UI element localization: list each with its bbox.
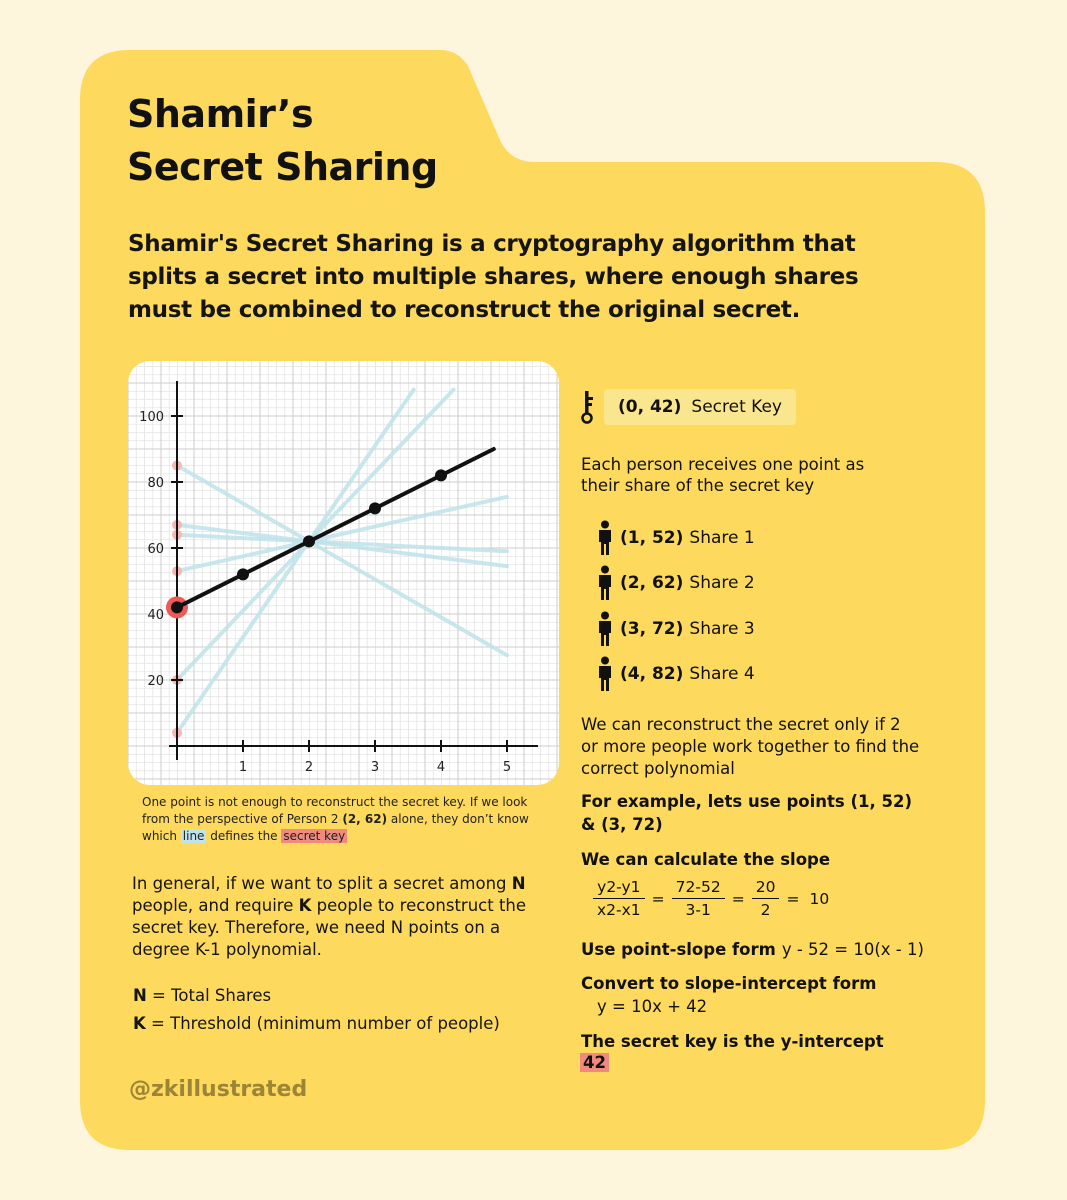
share-data-point: [171, 601, 183, 613]
caption-line-highlight: line: [182, 829, 205, 843]
secret-key-pill: [604, 389, 796, 425]
definition-text: = Threshold (minimum number of people): [145, 1014, 500, 1033]
caption-text-3: defines the: [206, 829, 282, 843]
general-k: K: [298, 896, 312, 915]
share-4: [596, 656, 755, 692]
example-heading: [581, 790, 912, 836]
author-handle: @zkillustrated: [129, 1077, 308, 1102]
slope-heading: We can calculate the slope: [581, 850, 831, 869]
point-slope-equation: y - 52 = 10(x - 1): [781, 940, 924, 959]
caption-text-1: One point is not enough to reconstruct the secret key. If we look from the perspective of Person 2: [142, 795, 528, 826]
slope-calculation: [588, 878, 829, 919]
share-2: [596, 565, 755, 601]
share-data-point: [237, 568, 249, 580]
general-n: N: [511, 874, 526, 893]
y-tick-label: 60: [147, 542, 164, 557]
definition-text: = Total Shares: [146, 986, 272, 1005]
example-line-1: For example, lets use points (1, 52): [581, 792, 912, 811]
equals-sign: =: [651, 889, 665, 908]
reconstruct-text: We can reconstruct the secret only if 2 or more people work together to find the correct polynomial: [581, 715, 920, 778]
definition-term: K: [133, 1014, 146, 1033]
fraction-denominator: 2: [760, 901, 771, 919]
intro-paragraph: Shamir's Secret Sharing is a cryptography algorithm that splits a secret into multiple shares, where enough shares must be combined to reconstruct the original secret.: [128, 231, 859, 323]
y-tick-label: 80: [147, 476, 164, 491]
person-icon: [596, 565, 614, 601]
definitions: [133, 982, 500, 1038]
fraction-denominator: 3-1: [685, 901, 711, 919]
x-tick-label: 2: [304, 760, 314, 775]
general-text-2: people, and require: [132, 896, 299, 915]
y-tick-label: 100: [139, 410, 164, 425]
fraction-values: [672, 878, 725, 919]
title-line-1: Shamir’s: [127, 92, 314, 136]
slope-result: 10: [809, 889, 830, 908]
shamir-line-chart: [128, 361, 559, 785]
caption-text-2: alone, they don’t know which: [142, 812, 529, 843]
equals-sign: =: [731, 889, 745, 908]
person-icon: [596, 520, 614, 556]
fraction-formula: [593, 878, 645, 919]
person-icon: [596, 611, 614, 647]
person-icon: [596, 656, 614, 692]
share-3: [596, 611, 755, 647]
secret-label: The secret key is the y-intercept: [581, 1032, 884, 1051]
chart-caption: [142, 794, 552, 845]
general-text-3: people to reconstruct the secret key. Therefore, we need N points on a degree K-1 polynomial.: [132, 896, 527, 959]
point-slope-label: Use point-slope form: [581, 940, 776, 959]
share-point: (4, 82): [620, 664, 684, 684]
fraction-numerator: 20: [752, 878, 780, 899]
share-label: Share 1: [689, 528, 755, 548]
receives-text: Each person receives one point as their share of the secret key: [581, 455, 865, 495]
share-data-point: [303, 535, 315, 547]
x-tick-label: 3: [370, 760, 380, 775]
caption-secret-highlight: secret key: [283, 829, 346, 843]
caption-point: (2, 62): [342, 812, 388, 826]
y-tick-label: 40: [147, 608, 164, 623]
definition-term: N: [133, 986, 147, 1005]
x-tick-label: 1: [238, 760, 248, 775]
fraction-numerator: y2-y1: [593, 878, 644, 899]
fraction-simplified: [752, 878, 780, 919]
share-1: [596, 520, 755, 556]
share-point: (3, 72): [620, 619, 684, 639]
general-text-1: In general, if we want to split a secret among: [132, 874, 512, 893]
example-line-2: & (3, 72): [581, 815, 663, 834]
point-slope-row: [581, 938, 924, 961]
general-explanation: [132, 873, 552, 961]
title-line-2: Secret Sharing: [127, 145, 438, 189]
share-point: (2, 62): [620, 573, 684, 593]
definition-n: [133, 982, 500, 1010]
secret-key-point: (0, 42): [618, 397, 682, 417]
share-label: Share 3: [689, 619, 755, 639]
share-data-point: [435, 469, 447, 481]
share-label: Share 4: [689, 664, 755, 684]
key-icon: [580, 389, 598, 425]
x-tick-label: 4: [436, 760, 446, 775]
secret-key-label: Secret Key: [691, 397, 782, 417]
secret-value: 42: [580, 1053, 609, 1072]
share-data-point: [369, 502, 381, 514]
secret-key-row: [580, 389, 796, 425]
page-title: [127, 88, 438, 194]
fraction-denominator: x2-x1: [597, 901, 641, 919]
x-tick-label: 5: [502, 760, 512, 775]
chart-panel: [128, 361, 559, 785]
fraction-numerator: 72-52: [672, 878, 725, 899]
slope-intercept-equation: y = 10x + 42: [597, 997, 708, 1016]
y-tick-label: 20: [147, 674, 164, 689]
convert-heading: Convert to slope-intercept form: [581, 974, 877, 993]
equals-sign: =: [786, 889, 800, 908]
definition-k: [133, 1010, 500, 1038]
share-point: (1, 52): [620, 528, 684, 548]
share-label: Share 2: [689, 573, 755, 593]
